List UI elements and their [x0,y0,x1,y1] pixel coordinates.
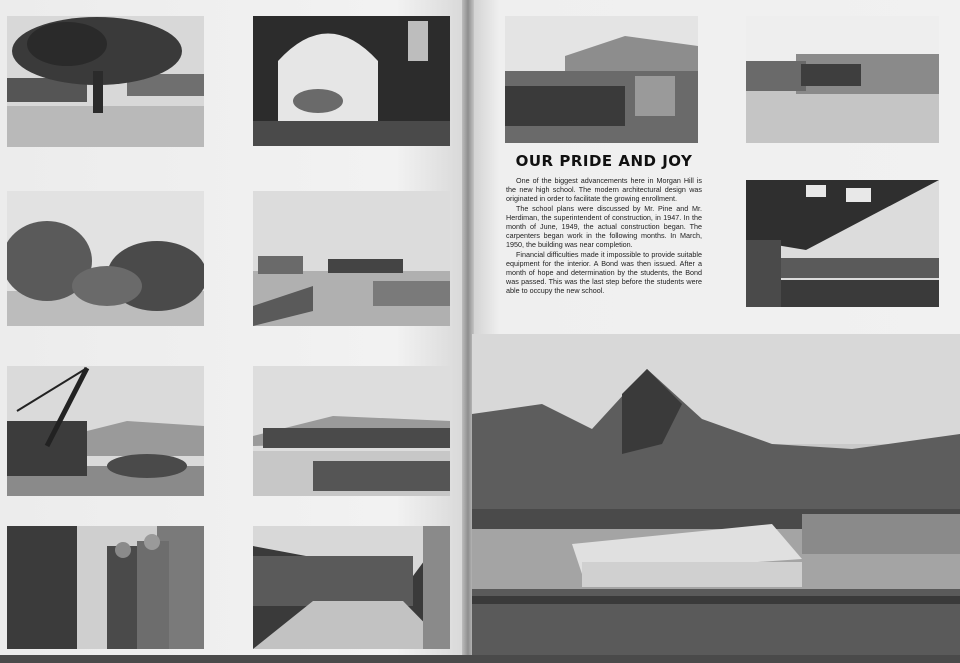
photo-building-framing [253,366,450,496]
photo-finished-wing [746,16,939,143]
photo-covered-walkway [253,526,450,649]
article-paragraph: One of the biggest advancements here in Morgan Hill is the new high school. The modern architectural design was originated in order to facilitate the growing enrollment. [506,176,702,204]
page-bottom-edge [0,655,960,663]
photo-fallen-tree [7,191,204,326]
photo-roof-overhang [746,180,939,307]
photo-two-men-inspecting [7,526,204,649]
photo-crane-construction [7,366,204,496]
article-paragraph: Financial difficulties made it impossible to provide suitable equipment for the interior. A Bond was then issued. After a month of hope and determination by the students, the Bond was passed. This was the last step before the students were able to occupy the new school. [506,249,702,296]
photo-hillside-construction [505,16,698,143]
photo-foundation-work [253,191,450,326]
photo-arched-corridor [253,16,450,146]
photo-oak-tree-site [7,16,204,147]
article-body [506,176,702,296]
photo-school-and-hill [472,334,960,655]
article-headline: OUR PRIDE AND JOY [515,152,693,170]
article-paragraph: The school plans were discussed by Mr. Pine and Mr. Herdiman, the superintendent of construction, in 1947. In the month of June, 1949, the actual construction began. The carpenters began work in the following months. In March, 1950, the building was near completion. [506,203,702,250]
